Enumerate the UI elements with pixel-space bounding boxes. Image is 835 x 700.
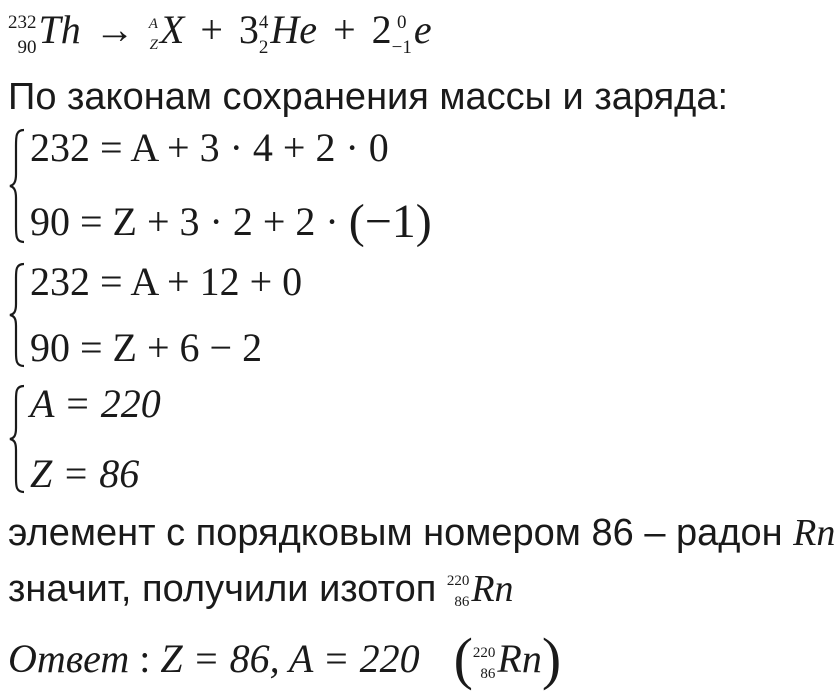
helium-charge-number: 2 — [258, 36, 269, 58]
element-text: элемент с порядковым номером 86 – радон — [8, 512, 783, 554]
open-paren: ( — [453, 626, 473, 691]
mass-equation-text: 232 = A + 3 · 4 + 2 · 0 — [30, 125, 389, 170]
helium-symbol: He — [270, 7, 318, 52]
element-symbol: Rn — [793, 512, 835, 554]
radon-charge-number: 86 — [454, 593, 470, 610]
helium-coefficient: 3 — [238, 7, 259, 52]
charge-number-result: Z = 86 — [30, 451, 140, 496]
answer-mass-number: 220 — [472, 645, 496, 661]
answer-symbol: Rn — [497, 636, 542, 682]
close-paren: ) — [541, 626, 562, 691]
x-symbol: X — [159, 7, 185, 52]
equation-system-3 — [8, 381, 161, 496]
negative-one-term: (−1) — [348, 195, 432, 248]
reaction-arrow: → — [94, 7, 135, 52]
x-mass-number: A — [148, 15, 158, 32]
element-identification — [8, 514, 835, 552]
mass-number-result: A = 220 — [30, 381, 161, 426]
simplified-charge-equation: 90 = Z + 6 − 2 — [30, 325, 263, 370]
charge-conservation-equation — [30, 195, 432, 248]
simplified-mass-equation: 232 = A + 12 + 0 — [30, 259, 303, 304]
electron-symbol: e — [413, 7, 432, 52]
helium-mass-number: 4 — [258, 11, 269, 33]
answer-colon: : — [139, 636, 151, 682]
plus-sign: + — [333, 7, 356, 52]
radon-mass-number: 220 — [446, 572, 470, 589]
conservation-laws-text: По законам сохранения массы и заряда: — [8, 76, 729, 118]
electron-mass-number: 0 — [396, 11, 407, 33]
isotope-statement — [8, 570, 514, 608]
isotope-text: значит, получили изотоп — [8, 568, 437, 610]
electron-coefficient: 2 — [371, 7, 392, 52]
mass-conservation-equation — [30, 125, 432, 170]
reaction-equation — [8, 7, 432, 58]
left-brace-icon — [8, 128, 26, 244]
charge-equation-text: 90 = Z + 3 · 2 + 2 · — [30, 199, 339, 244]
electron-nuclide-scripts — [391, 11, 412, 58]
equation-system-2 — [8, 259, 303, 370]
radon-symbol: Rn — [471, 568, 514, 610]
x-nuclide-scripts — [148, 15, 158, 53]
left-brace-icon — [8, 384, 26, 494]
answer-charge-number: 86 — [480, 666, 496, 682]
radon-nuclide-scripts — [446, 572, 470, 610]
left-brace-icon — [8, 262, 26, 368]
thorium-nuclide-scripts — [8, 11, 37, 58]
helium-nuclide-scripts — [258, 11, 269, 58]
answer-nuclide-scripts — [472, 645, 496, 682]
electron-charge-number: −1 — [391, 36, 412, 58]
answer-label: Ответ — [8, 636, 130, 682]
plus-sign: + — [200, 7, 223, 52]
thorium-charge-number: 90 — [17, 36, 37, 58]
equation-system-1 — [8, 125, 432, 248]
thorium-mass-number: 232 — [8, 11, 37, 33]
answer-values: Z = 86, A = 220 — [160, 636, 420, 682]
answer-line — [8, 626, 562, 692]
x-charge-number: Z — [149, 36, 158, 53]
thorium-symbol: Th — [38, 7, 81, 52]
